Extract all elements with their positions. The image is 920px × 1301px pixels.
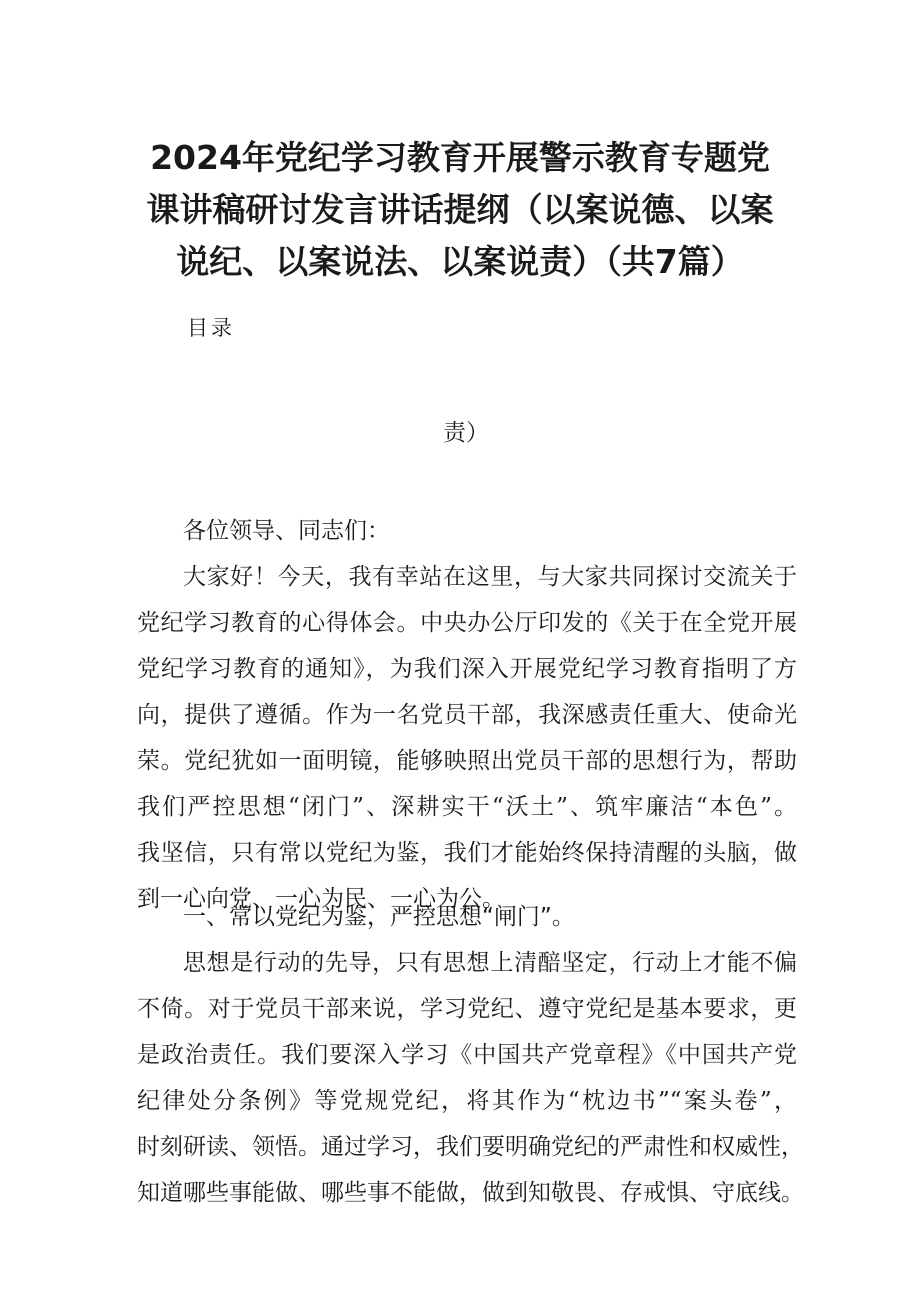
toc-label: 目录 xyxy=(187,316,235,340)
paragraph-line: 我们严控思想“闭门”、深耕实干“沃土”、筑牢廉洁“本色”。 xyxy=(137,794,797,820)
paragraph-line: 党纪学习教育的心得体会。中央办公厅印发的《关于在全党开展 xyxy=(137,610,797,636)
salutation xyxy=(137,508,797,554)
paragraph-line: 党纪学习教育的通知》，为我们深入开展党纪学习教育指明了方 xyxy=(137,656,797,682)
paragraph-line: 大家好！今天，我有幸站在这里，与大家共同探讨交流关于 xyxy=(183,564,797,590)
paragraph-line: 是政治责任。我们要深入学习《中国共产党章程》《中国共产党 xyxy=(137,1042,797,1068)
paragraph-line: 纪律处分条例》等党规党纪，将其作为“枕边书”“案头卷”， xyxy=(137,1088,797,1114)
paragraph-1 xyxy=(137,554,797,922)
paragraph-line: 向，提供了遵循。作为一名党员干部，我深感责任重大、使命光 xyxy=(137,702,797,728)
paragraph-line: 我坚信，只有常以党纪为鉴，我们才能始终保持清醒的头脑，做 xyxy=(137,840,797,866)
paragraph-line: 荣。党纪犹如一面明镜，能够映照出党员干部的思想行为，帮助 xyxy=(137,748,797,774)
toc-fragment: 责） xyxy=(443,420,489,446)
paragraph-line: 不倚。对于党员干部来说，学习党纪、遵守党纪是基本要求，更 xyxy=(137,996,797,1022)
paragraph-line: 时刻研读、领悟。通过学习，我们要明确党纪的严肃性和权威性， xyxy=(137,1134,804,1160)
paragraph-line: 到一心向党、一心为民、一心为公。 xyxy=(137,886,505,912)
title-line: 2024年党纪学习教育开展警示教育专题党 xyxy=(150,138,770,177)
title-line: 说纪、以案说法、以案说责）（共7篇） xyxy=(176,242,744,281)
title-line: 课讲稿研讨发言讲话提纲（以案说德、以案 xyxy=(146,190,774,229)
paragraph-2 xyxy=(137,940,804,1216)
paragraph-line: 思想是行动的先导，只有思想上清醅坚定，行动上才能不偏 xyxy=(183,950,797,976)
paragraph-line: 知道哪些事能做、哪些事不能做，做到知敬畏、存戒惧、守底线。 xyxy=(137,1180,804,1206)
section-heading-1: 一、常以党纪为鉴，严控思想“闸门”。 xyxy=(183,904,575,930)
salutation-text: 各位领导、同志们： xyxy=(183,518,390,544)
document-title xyxy=(140,132,780,288)
